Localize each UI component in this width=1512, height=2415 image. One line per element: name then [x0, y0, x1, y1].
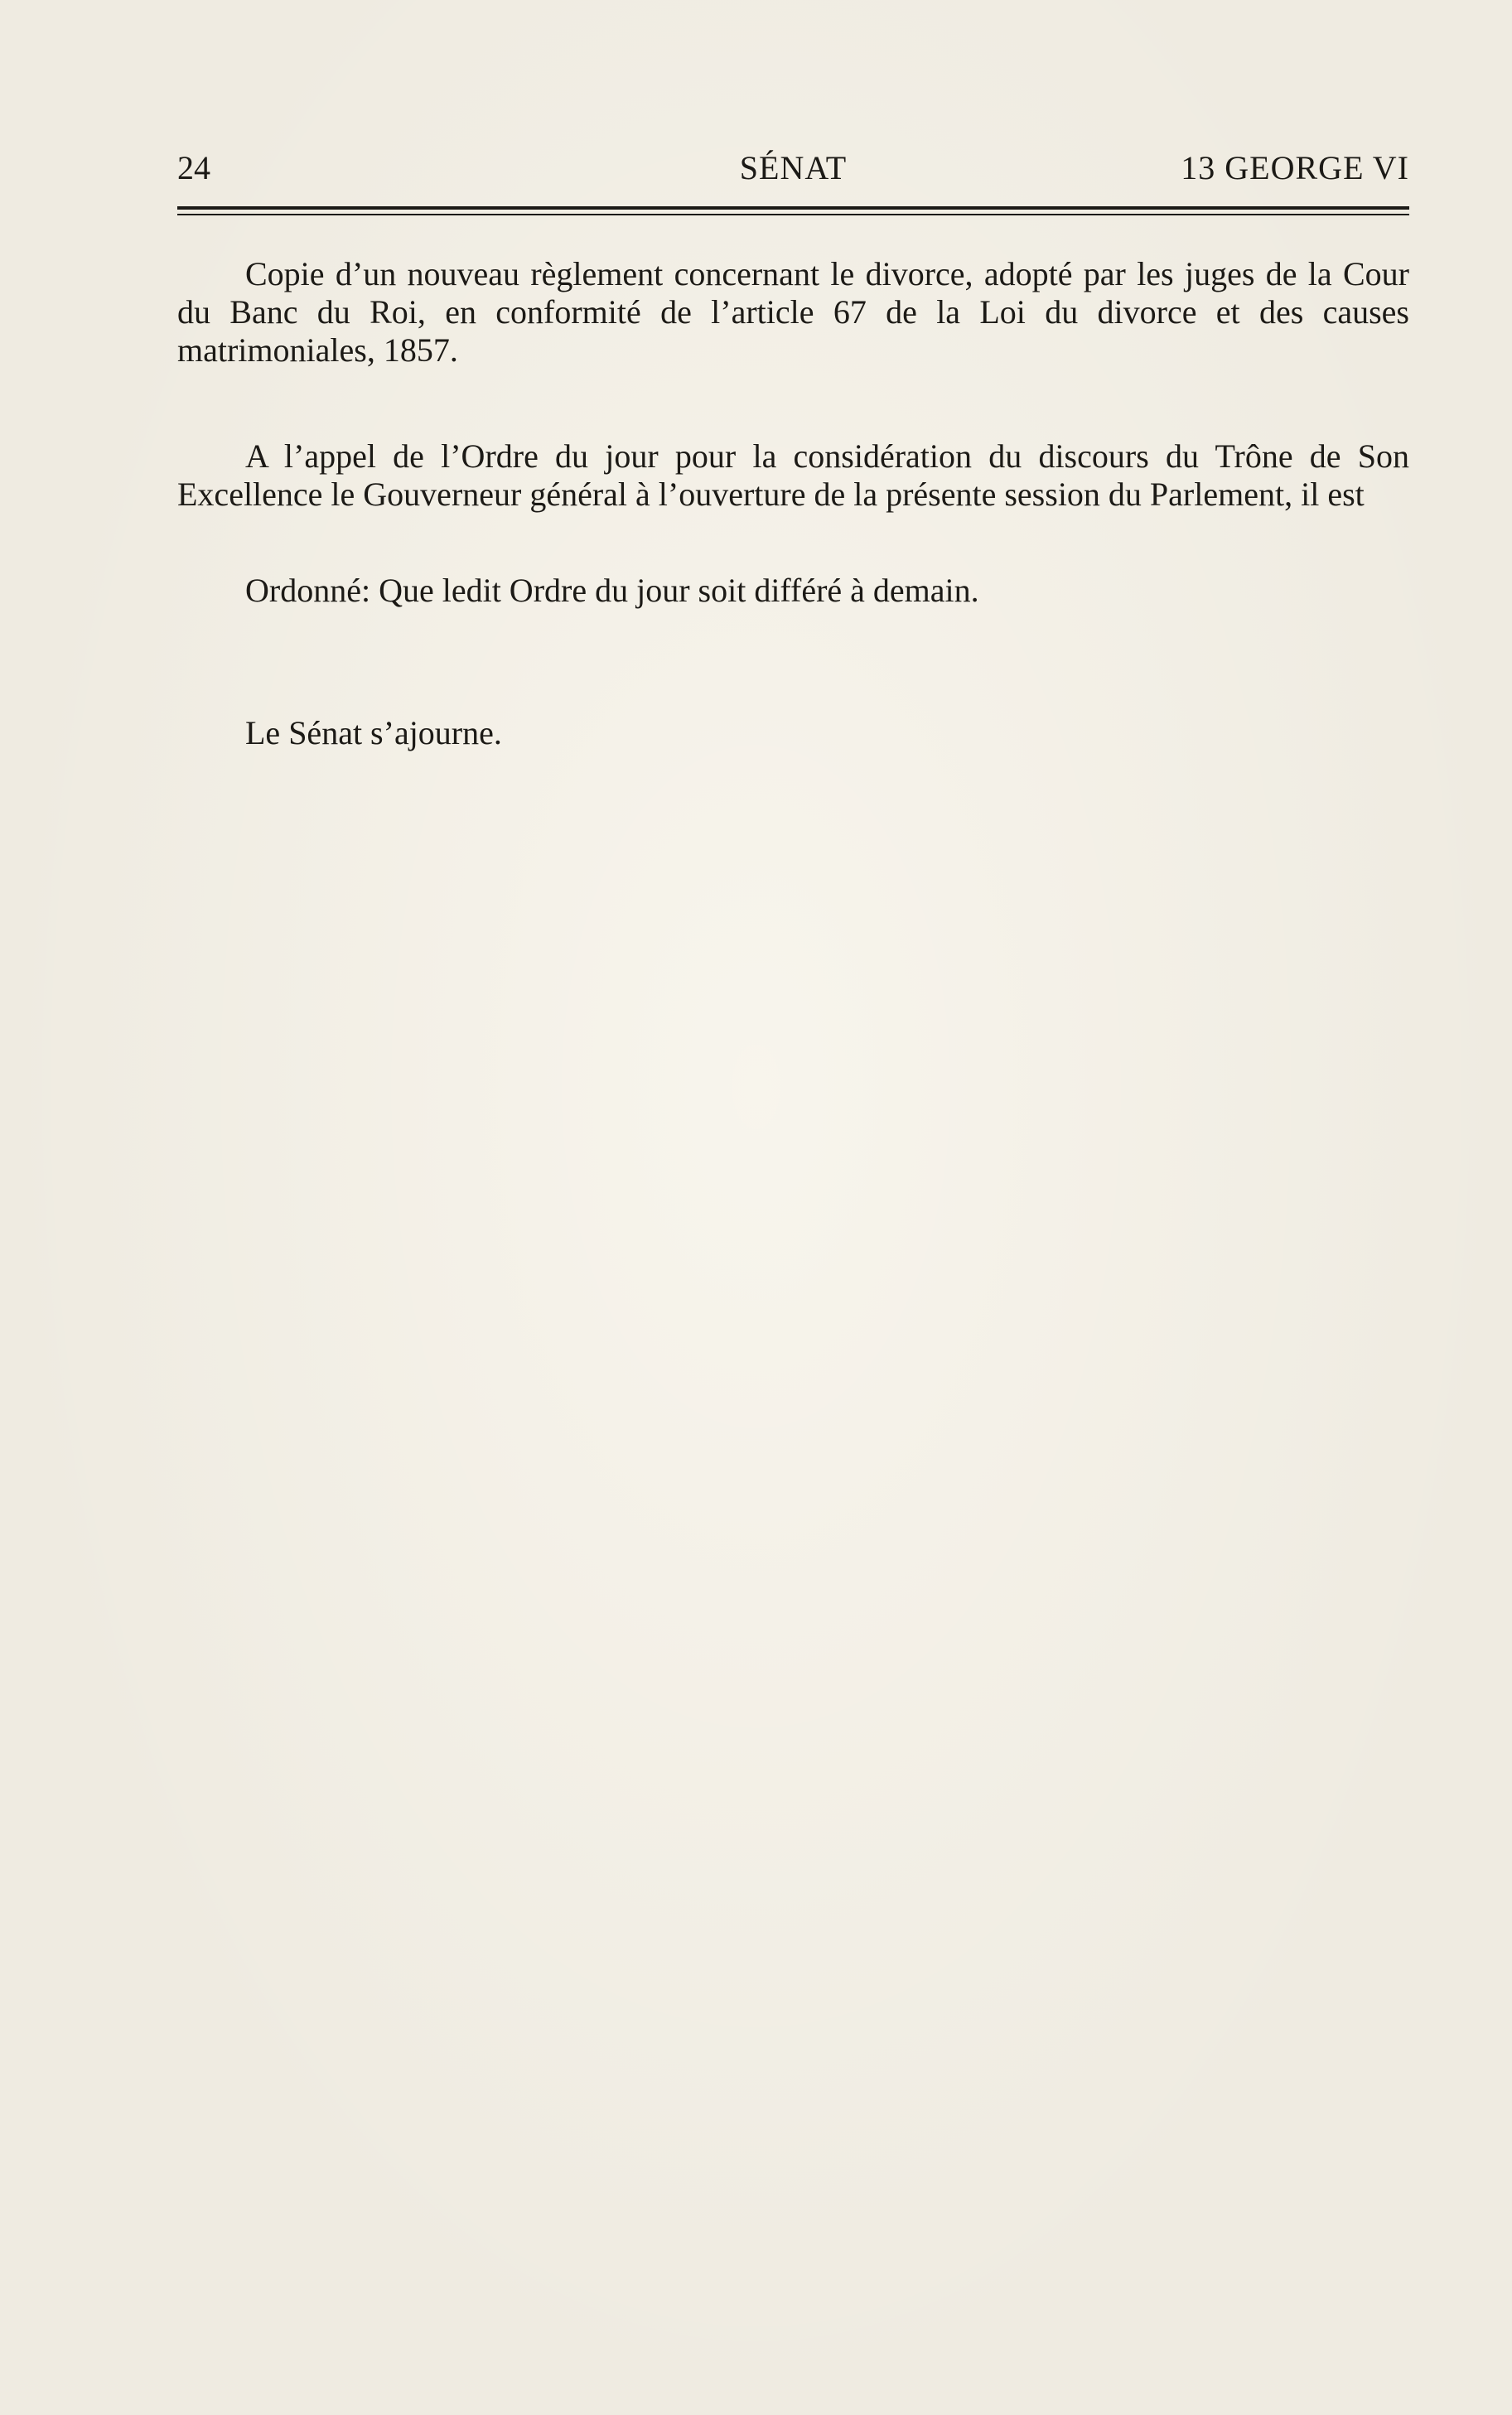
- regnal-year: 13 GEORGE VI: [1181, 149, 1409, 186]
- paragraph-order-of-day: A l’appel de l’Ordre du jour pour la considération du discours du Trône de Son Excellence le Gouverneur général à l’ouverture de la présente session du Parlement, il est: [177, 437, 1409, 513]
- page-header: [177, 147, 1409, 189]
- header-rule-thick: [177, 206, 1409, 210]
- paragraph-adjournment: Le Sénat s’ajourne.: [245, 714, 502, 751]
- header-rule-thin: [177, 214, 1409, 215]
- paragraph-ordered: Ordonné: Que ledit Ordre du jour soit différé à demain.: [245, 572, 979, 609]
- running-title: SÉNAT: [739, 149, 848, 186]
- paragraph-divorce-rule: Copie d’un nouveau règlement concernant le divorce, adopté par les juges de la Cour du Banc du Roi, en conformité de l’article 67 de la Loi du divorce et des causes matrimoniales, 1857.: [177, 255, 1409, 369]
- page-number: 24: [177, 149, 210, 186]
